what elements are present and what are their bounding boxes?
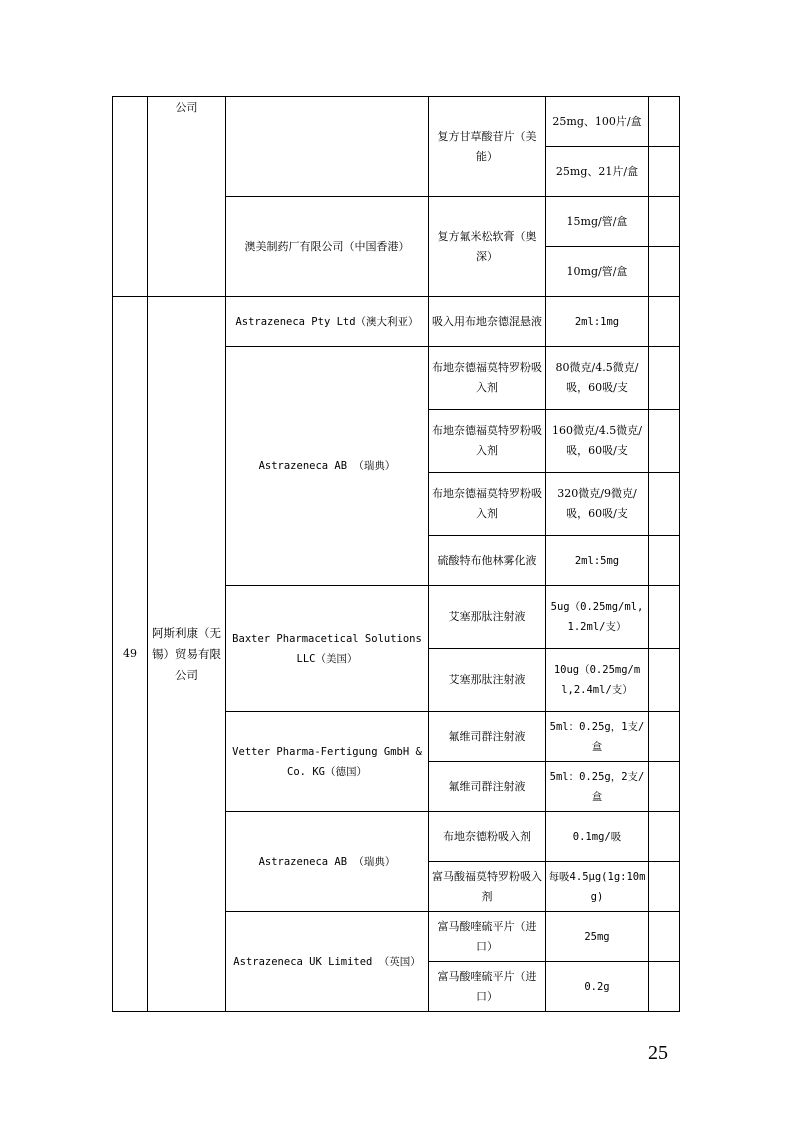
manufacturer-cell — [226, 97, 429, 197]
blank-cell — [649, 347, 680, 410]
company-cell: 阿斯利康（无锡）贸易有限公司 — [148, 297, 226, 1012]
spec-cell: 2ml:1mg — [546, 297, 649, 347]
manufacturer-cell: Astrazeneca AB （瑞典） — [226, 812, 429, 912]
spec-cell: 25mg — [546, 912, 649, 962]
product-cell: 吸入用布地奈德混悬液 — [429, 297, 546, 347]
product-cell: 艾塞那肽注射液 — [429, 649, 546, 712]
page-number: 25 — [648, 1042, 668, 1064]
spec-cell: 10ug（0.25mg/ml,2.4ml/支） — [546, 649, 649, 712]
spec-cell: 5ml：0.25g，1支/盒 — [546, 712, 649, 762]
blank-cell — [649, 962, 680, 1012]
manufacturer-cell: Astrazeneca Pty Ltd（澳大利亚） — [226, 297, 429, 347]
blank-cell — [649, 712, 680, 762]
product-cell: 布地奈德福莫特罗粉吸入剂 — [429, 473, 546, 536]
manufacturer-cell: 澳美制药厂有限公司（中国香港） — [226, 197, 429, 297]
spec-cell: 15mg/管/盒 — [546, 197, 649, 247]
blank-cell — [649, 297, 680, 347]
table-row — [113, 97, 680, 147]
blank-cell — [649, 586, 680, 649]
blank-cell — [649, 97, 680, 147]
spec-cell: 每吸4.5μg(1g:10mg) — [546, 862, 649, 912]
spec-cell: 5ug（0.25mg/ml,1.2ml/支） — [546, 586, 649, 649]
manufacturer-cell: Baxter Pharmacetical Solutions LLC（美国） — [226, 586, 429, 712]
drug-registration-table — [112, 96, 680, 1012]
product-cell: 氟维司群注射液 — [429, 762, 546, 812]
company-cell: 公司 — [148, 97, 226, 297]
manufacturer-cell: Astrazeneca UK Limited （英国） — [226, 912, 429, 1012]
spec-cell: 80微克/4.5微克/吸，60吸/支 — [546, 347, 649, 410]
spec-cell: 5ml：0.25g，2支/盒 — [546, 762, 649, 812]
product-cell: 复方甘草酸苷片（美能） — [429, 97, 546, 197]
spec-cell: 320微克/9微克/吸，60吸/支 — [546, 473, 649, 536]
blank-cell — [649, 197, 680, 247]
product-cell: 富马酸喹硫平片（进口） — [429, 962, 546, 1012]
spec-cell: 25mg、21片/盒 — [546, 147, 649, 197]
product-cell: 富马酸福莫特罗粉吸入剂 — [429, 862, 546, 912]
spec-cell: 25mg、100片/盒 — [546, 97, 649, 147]
blank-cell — [649, 147, 680, 197]
product-cell: 布地奈德粉吸入剂 — [429, 812, 546, 862]
number-cell: 49 — [113, 297, 148, 1012]
product-cell: 布地奈德福莫特罗粉吸入剂 — [429, 410, 546, 473]
product-cell: 富马酸喹硫平片（进口） — [429, 912, 546, 962]
blank-cell — [649, 862, 680, 912]
table-row — [113, 297, 680, 347]
blank-cell — [649, 912, 680, 962]
spec-cell: 0.1mg/吸 — [546, 812, 649, 862]
blank-cell — [649, 247, 680, 297]
spec-cell: 2ml:5mg — [546, 536, 649, 586]
product-cell: 氟维司群注射液 — [429, 712, 546, 762]
blank-cell — [649, 649, 680, 712]
spec-cell: 10mg/管/盒 — [546, 247, 649, 297]
blank-cell — [649, 410, 680, 473]
blank-cell — [649, 473, 680, 536]
spec-cell: 160微克/4.5微克/吸，60吸/支 — [546, 410, 649, 473]
manufacturer-cell: Astrazeneca AB （瑞典） — [226, 347, 429, 586]
product-cell: 艾塞那肽注射液 — [429, 586, 546, 649]
number-cell — [113, 97, 148, 297]
product-cell: 布地奈德福莫特罗粉吸入剂 — [429, 347, 546, 410]
product-cell: 复方氟米松软膏（奥深） — [429, 197, 546, 297]
blank-cell — [649, 762, 680, 812]
blank-cell — [649, 812, 680, 862]
blank-cell — [649, 536, 680, 586]
spec-cell: 0.2g — [546, 962, 649, 1012]
manufacturer-cell: Vetter Pharma-Fertigung GmbH & Co. KG（德国） — [226, 712, 429, 812]
product-cell: 硫酸特布他林雾化液 — [429, 536, 546, 586]
